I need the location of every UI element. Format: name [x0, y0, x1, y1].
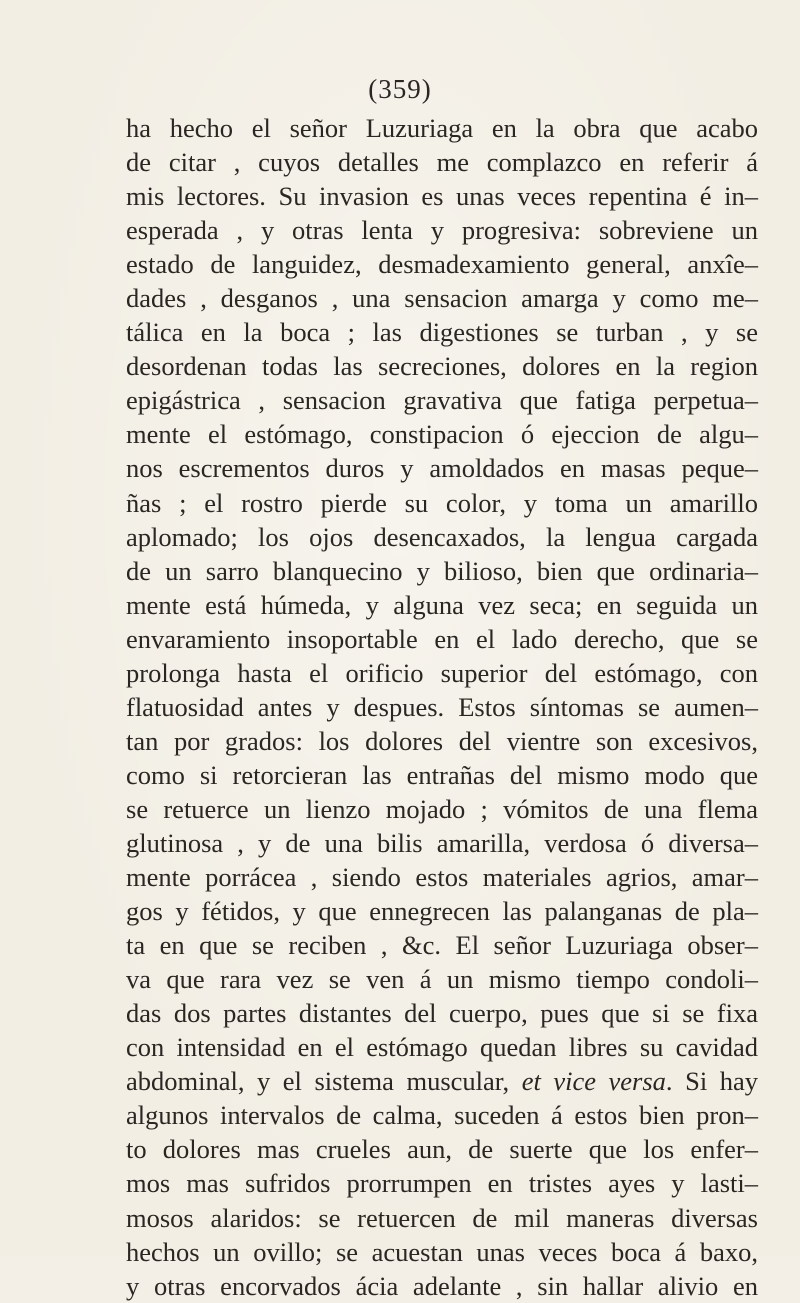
text-line: ha hecho el señor Luzuriaga en la obra que acabo: [126, 113, 758, 143]
text-line: aplomado; los ojos desencaxados, la lengua cargada: [126, 521, 758, 552]
text-line: mente porrácea , siendo estos materiales agrios, amar–: [126, 862, 758, 893]
text-line: flatuosidad antes y despues. Estos síntomas se aumen–: [126, 691, 758, 722]
text-line: mente está húmeda, y alguna vez seca; en seguida un: [126, 589, 758, 620]
body-text: [126, 111, 758, 1303]
text-line: va que rara vez se ven á un mismo tiempo condoli–: [126, 964, 758, 995]
text-line: gos y fétidos, y que ennegrecen las palanganas de pla–: [126, 896, 758, 927]
text-line: algunos intervalos de calma, suceden á estos bien pron–: [126, 1100, 758, 1131]
text-line: estado de languidez, desmadexamiento general, anxîe–: [126, 249, 758, 280]
page-number: (359): [368, 74, 432, 104]
text-line: das dos partes distantes del cuerpo, pues que si se fixa: [126, 998, 758, 1029]
text-line: con intensidad en el estómago quedan libres su cavidad: [126, 1032, 758, 1063]
latin-phrase: et vice versa: [521, 1066, 666, 1097]
text-line: mosos alaridos: se retuercen de mil maneras diversas: [126, 1202, 758, 1233]
text-line: tálica en la boca ; las digestiones se turban , y se: [126, 317, 758, 348]
text-line: mis lectores. Su invasion es unas veces repentina é in–: [126, 181, 758, 212]
text-line: y otras encorvados ácia adelante , sin hallar alivio en: [126, 1270, 758, 1301]
text-line: epigástrica , sensacion gravativa que fatiga perpetua–: [126, 385, 758, 416]
text-line: tan por grados: los dolores del vientre son excesivos,: [126, 725, 758, 756]
text-line: de citar , cuyos detalles me complazco en referir á: [126, 147, 758, 178]
text-line: ñas ; el rostro pierde su color, y toma un amarillo: [126, 487, 758, 518]
text-line: esperada , y otras lenta y progresiva: sobreviene un: [126, 215, 758, 246]
text-line: dades , desganos , una sensacion amarga y como me–: [126, 283, 758, 314]
text-line: se retuerce un lienzo mojado ; vómitos de una flema: [126, 793, 758, 824]
text-line: mente el estómago, constipacion ó ejeccion de algu–: [126, 419, 758, 450]
text-line: envaramiento insoportable en el lado derecho, que se: [126, 623, 758, 654]
text-line: ta en que se reciben , &c. El señor Luzuriaga obser–: [126, 930, 758, 961]
text-line: mos mas sufridos prorrumpen en tristes ayes y lasti–: [126, 1168, 758, 1199]
text-line: prolonga hasta el orificio superior del estómago, con: [126, 657, 758, 688]
text-line: glutinosa , y de una bilis amarilla, verdosa ó diversa–: [126, 827, 758, 858]
text-line: hechos un ovillo; se acuestan unas veces boca á baxo,: [126, 1236, 758, 1267]
text-line: de un sarro blanquecino y bilioso, bien que ordinaria–: [126, 555, 758, 586]
text-line: to dolores mas crueles aun, de suerte que los enfer–: [126, 1134, 758, 1165]
text-line: como si retorcieran las entrañas del mismo modo que: [126, 759, 758, 790]
text-line: abdominal, y el sistema muscular, et vice versa. Si hay: [126, 1066, 758, 1097]
text-line: desordenan todas las secreciones, dolores en la region: [126, 351, 758, 382]
text-line: nos escrementos duros y amoldados en masas peque–: [126, 453, 758, 484]
